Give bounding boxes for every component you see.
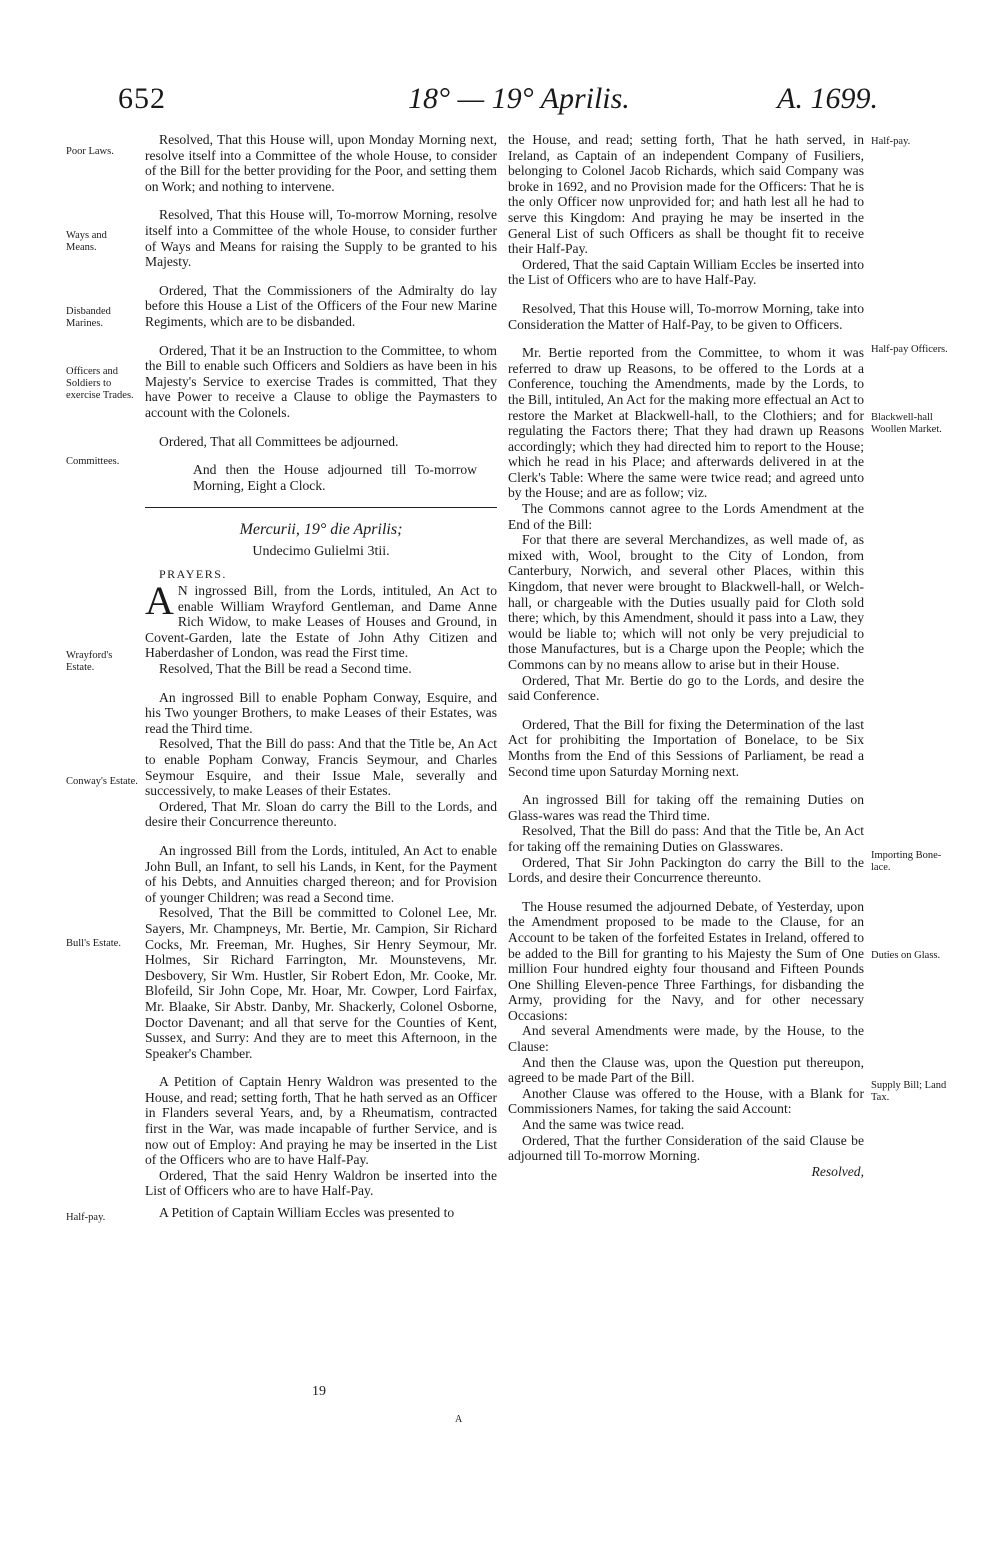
margin-note: Wrayford's Estate. — [66, 650, 113, 673]
prayers-heading: PRAYERS. — [159, 567, 227, 582]
margin-note: Ways and Means. — [66, 230, 107, 253]
footer-mark: A — [455, 1414, 463, 1425]
signature-mark: 19 — [312, 1384, 326, 1399]
margin-note: Blackwell-hall Woollen Market. — [871, 412, 942, 435]
margin-note: Half-pay. — [66, 1212, 106, 1223]
page-year: A. 1699. — [777, 82, 878, 115]
page-date: 18° — 19° Aprilis. — [408, 82, 630, 115]
entry-marines: Ordered, That the Commissioners of the Admiralty do lay before this House a List of the Officers of the Four new Marine Regiments, which are to be disbanded. — [145, 282, 497, 329]
entry-ways-means: Resolved, That this House will, To-morrow Morning, resolve itself into a Committee of the whole House, to consider further of Ways and Means for raising the Supply to be granted to his Majesty. — [145, 207, 497, 270]
entry-bull-committee: Resolved, That the Bill be committed to Colonel Lee, Mr. Sayers, Mr. Champneys, Mr. Bertie, Mr. Campion, Sir Richard Cocks, Mr. Freeman, Mr. Hughes, Sir Henry Seymour, Mr. Holmes, Sir Richard Farrington, Mr. Mounstevens, Mr. Desbovery, Sir Wm. Hustler, Sir Robert Edon, Mr. Cooke, Mr. Blofeild, Sir John Cope, Mr. Hoar, Mr. Cowper, Lord Fairfax, Mr. Blaake, Sir Abstr. Danby, Mr. Shackerly, Colonel Osborne, Doctor Davenant; and all that serve for the Counties of Kent, Sussex, and Surry: And they are to meet this Afternoon, in the Speaker's Chamber. — [145, 905, 497, 1061]
entry-glass-resolved: Resolved, That the Bill do pass: And that the Title be, An Act for taking off the remaining Duties on Glasswares. — [508, 823, 864, 854]
entry-bertie-report: Mr. Bertie reported from the Committee, to whom it was referred to draw up Reasons, to be offered to the Lords at a Conference, touching the Amendments, made by the Lords, to the Bill, intituled, An Act for the making more effectual an Act to restore the Market at Blackwell-hall, to the Clothiers; and for regulating the Factors there; That they had drawn up Reasons accordingly; which they had directed him to report to the House; which he read in his Place; and afterwards delivered in at the Clerk's Table: Where the same were twice read; and agreed unto by the House; and are as follow; viz. — [508, 345, 864, 501]
entry-supply-debate: The House resumed the adjourned Debate, of Yesterday, upon the Amendment proposed to be made to the Clause, for an Account to be taken of the forfeited Estates in Ireland, offered to be added to the Bill for granting to his Majesty the Sum of One million Four hundred eighty four thousand and Fifteen Pounds One Shilling Eleven-pence Three Farthings, for disbanding the Army, providing for the Navy, and for other necessary Occasions: — [508, 898, 864, 1023]
entry-conway-resolved: Resolved, That the Bill do pass: And that the Title be, An Act to enable Popham Conway, Francis Seymour, and Charles Seymour Esquire, and their Issue Male, severally and successively, to make Leases of their Estates. — [145, 736, 497, 799]
margin-note: Disbanded Marines. — [66, 306, 111, 329]
section-divider — [145, 507, 497, 508]
entry-commons-reason: The Commons cannot agree to the Lords Amendment at the End of the Bill: — [508, 501, 864, 532]
entry-another-clause: Another Clause was offered to the House, with a Blank for Commissioners Names, for taking the said Account: — [508, 1085, 864, 1117]
margin-note: Half-pay. — [871, 136, 911, 147]
entry-half-pay: Resolved, That this House will, To-morrow Morning, take into Consideration the Matter of Half-Pay, to be given to Officers. — [508, 300, 864, 332]
margin-note: Poor Laws. — [66, 146, 114, 157]
entry-clause-agreed: And then the Clause was, upon the Question put thereupon, agreed to be made Part of the Bill. — [508, 1054, 864, 1086]
regnal-year: Undecimo Gulielmi 3tii. — [252, 543, 390, 559]
entry-conway-ordered: Ordered, That Mr. Sloan do carry the Bill to the Lords, and desire their Concurrence thereunto. — [145, 798, 497, 830]
day-title: Mercurii, 19° die Aprilis; — [239, 521, 403, 539]
entry-amendments: And several Amendments were made, by the House, to the Clause: — [508, 1023, 864, 1055]
entry-glass: An ingrossed Bill for taking off the remaining Duties on Glass-wares was read the Third time. — [508, 792, 864, 823]
left-column — [145, 132, 497, 1221]
entry-glass-ordered: Ordered, That Sir John Packington do carry the Bill to the Lords, and desire their Concurrence thereunto. — [508, 854, 864, 886]
catchword: Resolved, — [811, 1163, 864, 1179]
entry-wrayford-resolved: Resolved, That the Bill be read a Second time. — [159, 661, 412, 677]
adjournment-note: And then the House adjourned till To-morrow Morning, Eight a Clock. — [193, 462, 477, 493]
margin-note: Bull's Estate. — [66, 938, 121, 949]
margin-note: Importing Bone-lace. — [871, 850, 942, 873]
page-number: 652 — [118, 82, 166, 115]
entry-eccles-continued: the House, and read; setting forth, That he hath served, in Ireland, as Captain of an independent Company of Fusiliers, belonging to Colonel Jacob Richards, which said Company was broke in 1692, and no Provision made for the Officers: That he is the only Officer now unprovided for; and hath lest all he had to serve this Kingdom: And praying he may be inserted in the General List of such Officers as shall be thought fit to receive their Half-Pay. — [508, 132, 864, 257]
margin-note: Committees. — [66, 456, 120, 467]
entry-eccles-petition: A Petition of Captain William Eccles was presented to — [159, 1205, 455, 1221]
entry-committees: Ordered, That all Committees be adjourned. — [159, 433, 399, 449]
margin-note: Duties on Glass. — [871, 950, 941, 961]
page-header — [118, 82, 878, 122]
entry-conway: An ingrossed Bill to enable Popham Conway, Esquire, and his Two younger Brothers, to make Leases of their Estates, was read the Third time. — [145, 689, 497, 736]
entry-further-consideration: Ordered, That the further Consideration of the said Clause be adjourned till To-morrow Morning. — [508, 1132, 864, 1164]
entry-eccles-ordered: Ordered, That the said Captain William Eccles be inserted into the List of Officers who are to have Half-Pay. — [508, 256, 864, 288]
entry-waldron-petition: A Petition of Captain Henry Waldron was presented to the House, and read; setting forth, That he hath served as an Officer in Flanders several Years, and, by a Rheumatism, contracted first in the War, was made incapable of further Service, and is now out of Employ: And praying he may be inserted in the List of the Officers who are to have Half-Pay. — [145, 1074, 497, 1168]
entry-officers-trades: Ordered, That it be an Instruction to the Committee, to whom the Bill to enable such Officers and Soldiers as have been in his Majesty's Service to exercise Trades is committed, That they have Power to receive a Clause to oblige the Paymasters to account with the Colonels. — [145, 342, 497, 420]
margin-note: Officers and Soldiers to exercise Trades. — [66, 366, 134, 401]
entry-bull: An ingrossed Bill from the Lords, intituled, An Act to enable John Bull, an Infant, to sell his Lands, in Kent, for the Payment of his Debts, and Annuities charged thereon; and for Provision of younger Children; was read a Second time. — [145, 842, 497, 905]
right-column — [508, 132, 864, 1179]
drop-cap: A — [145, 578, 174, 624]
margin-note: Half-pay Officers. — [871, 344, 948, 355]
entry-poor-laws: Resolved, That this House will, upon Monday Morning next, resolve itself into a Committee of the whole House, to consider of the Bill for the better providing for the Poor, and setting them on Work; and nothing to intervene. — [145, 132, 497, 194]
entry-bone-lace: Ordered, That the Bill for fixing the Determination of the last Act for prohibiting the Importation of Bonelace, to be Six Months from the End of this Sessions of Parliament, be read a Second time upon Saturday Morning next. — [508, 716, 864, 779]
margin-note: Conway's Estate. — [66, 776, 138, 787]
entry-merchandizes: For that there are several Merchandizes, as well made of, as mixed with, Wool, brought to the City of London, from Canterbury, Norwich, and several other Places, within this Kingdom, that never were brought to Blackwell-hall, or Welch-hall, or chargeable with the Duties usually paid for Cloth sold there; which, by this Amendment, should it pass into a Law, they would be liable to; which will not only be very prejudicial to those Manufactures, but is a Charge upon the People; which the Commons can by no means allow to arise but in their House. — [508, 532, 864, 672]
entry-bertie-ordered: Ordered, That Mr. Bertie do go to the Lords, and desire the said Conference. — [508, 672, 864, 704]
entry-waldron-ordered: Ordered, That the said Henry Waldron be inserted into the List of Officers who are to have Half-Pay. — [145, 1167, 497, 1199]
margin-note: Supply Bill; Land Tax. — [871, 1080, 947, 1103]
entry-twice-read: And the same was twice read. — [522, 1117, 685, 1133]
entry-wrayford: A N ingrossed Bill, from the Lords, intituled, An Act to enable William Wrayford Gentleman, and Dame Anne Rich Widow, to make Leases of Houses and Ground, in Covent-Garden, late the Estate of John Athy Citizen and Haberdasher of London, was read the First time. — [145, 578, 497, 661]
